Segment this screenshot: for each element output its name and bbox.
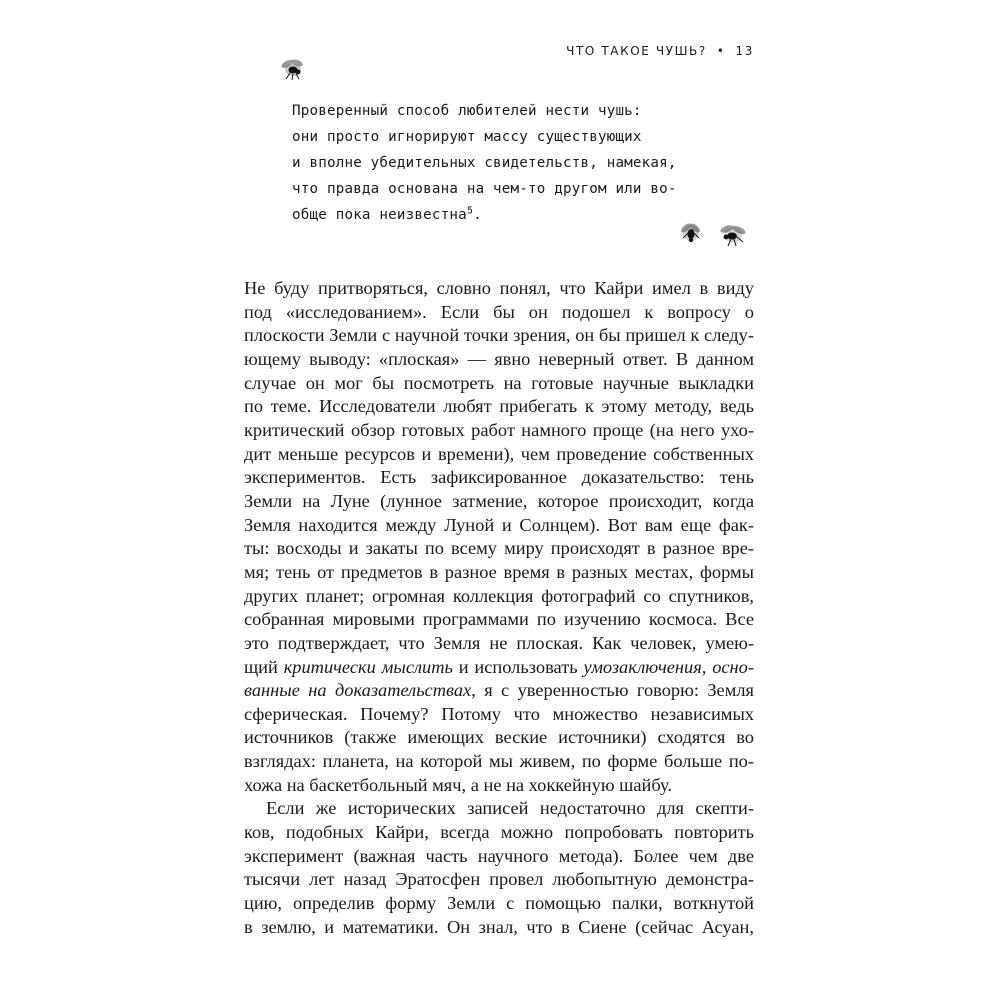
text-line: тысячи лет назад Эратосфен провел любопытную демонстра-	[244, 869, 754, 890]
text-line	[244, 679, 754, 703]
fly-icon	[278, 56, 308, 82]
text-line: ты: восходы и закаты по всему миру происходят в разное вре-	[244, 538, 754, 559]
running-title: ЧТО ТАКОЕ ЧУШЬ?	[566, 44, 707, 58]
text-line: экспериментов. Есть зафиксированное доказательство: тень	[244, 467, 754, 488]
quote-line-text: обще пока неизвестна	[292, 207, 467, 223]
text-line: Земли на Луне (лунное затмение, которое происходит, когда	[244, 490, 754, 511]
page-number: 13	[735, 44, 754, 58]
text-line: случае он мог бы посмотреть на готовые научные выкладки	[244, 372, 754, 393]
text-line: эксперимент (важная часть научного метода). Более чем две	[244, 845, 754, 866]
footnote-mark: 5	[466, 205, 474, 217]
text-line	[244, 656, 754, 680]
text-line: мя; тень от предметов в разное время в разных местах, формы	[244, 561, 754, 582]
text-line: взглядах: планета, на которой мы живем, по форме больше по-	[244, 751, 754, 772]
italic-term: критически мыслить	[283, 656, 453, 677]
quote-line: Проверенный способ любителей нести чушь:	[292, 103, 642, 119]
text-line: цию, определив форму Земли с помощью палки, воткнутой	[244, 893, 754, 914]
text-line: Если же исторических записей недостаточно для скепти-	[266, 798, 754, 819]
running-head	[566, 44, 754, 58]
text-run: , я с уверенностью говорю: Земля	[471, 680, 754, 701]
italic-term: ванные на доказательствах	[244, 680, 472, 701]
header-bullet: •	[716, 44, 726, 58]
text-line: в землю, и математики. Он знал, что в Сиене (сейчас Асуан,	[244, 916, 754, 937]
text-line: плоскости Земли с научной точки зрения, он бы пришел к следу-	[244, 325, 754, 346]
text-line: собранная мировыми программами по изучению космоса. Все	[244, 609, 754, 630]
text-line: других планет; огромная коллекция фотографий со спутников,	[244, 585, 754, 606]
quote-line: и вполне убедительных свидетельств, намекая,	[292, 155, 677, 171]
pull-quote	[292, 98, 732, 228]
text-line: источников (также имеющих веские источники) сходятся во	[244, 727, 754, 748]
text-line: дит меньше ресурсов и времени), чем проведение собственных	[244, 443, 754, 464]
text-line: ков, подобных Кайри, всегда можно попробовать повторить	[244, 822, 754, 843]
text-line: сферическая. Почему? Потому что множество независимых	[244, 703, 754, 724]
text-line: критический обзор готовых работ намного проще (на него ухо-	[244, 419, 754, 440]
text-line: Земля находится между Луной и Солнцем). Вот вам еще фак-	[244, 514, 754, 535]
text-line: Не буду притворяться, словно понял, что Кайри имел в виду	[244, 278, 754, 298]
quote-end: .	[473, 207, 482, 223]
text-line: хожа на баскетбольный мяч, а не на хоккейную шайбу.	[244, 774, 672, 795]
text-line: под «исследованием». Если бы он подошел к вопросу о	[244, 301, 754, 322]
quote-line-last	[292, 202, 732, 228]
quote-line: они просто игнорируют массу существующих	[292, 129, 642, 145]
text-line: ющему выводу: «плоская» — явно неверный ответ. В данном	[244, 348, 754, 369]
quote-line: что правда основана на чем-то другом или во-	[292, 181, 677, 197]
text-run: и использовать	[452, 656, 584, 677]
body-text	[244, 277, 754, 939]
text-run: щий	[244, 656, 284, 677]
italic-term: умозаключения, осно-	[583, 656, 754, 677]
text-line: это подтверждает, что Земля не плоская. Как человек, умею-	[244, 632, 754, 653]
text-line: по теме. Исследователи любят прибегать к этому методу, ведь	[244, 396, 754, 417]
